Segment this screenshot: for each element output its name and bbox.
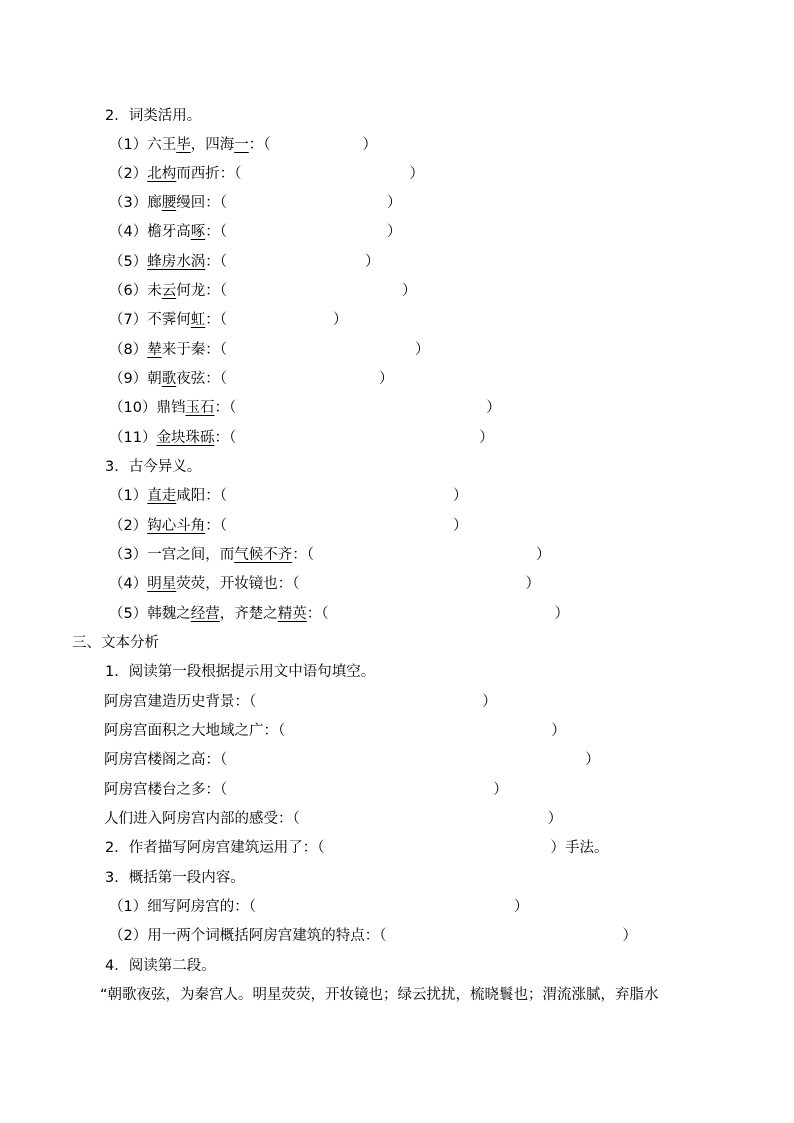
- list-item: （5）蜂房水涡：（ ）: [109, 254, 380, 270]
- question-heading: 1．阅读第一段根据提示用文中语句填空。: [105, 664, 376, 680]
- list-item: 阿房宫建造历史背景：（ ）: [104, 694, 497, 710]
- list-item: 阿房宫楼阁之高：（ ）: [104, 752, 600, 768]
- section-heading-ancient-modern: 3．古今异义。: [105, 459, 202, 475]
- list-item: （3）一宫之间，而气候不齐：（ ）: [109, 547, 551, 563]
- list-item: （6）未云何龙：（ ）: [109, 283, 417, 299]
- list-item: （8）辇来于秦：（ ）: [109, 342, 430, 358]
- list-item: （4）明星荧荧，开妆镜也：（ ）: [109, 576, 540, 592]
- list-item: （4）檐牙高啄：（ ）: [109, 224, 402, 240]
- part-heading-text-analysis: 三、文本分析: [72, 635, 159, 651]
- list-item: （3）廊腰缦回：（ ）: [109, 195, 402, 211]
- quoted-passage: “朝歌夜弦，为秦宫人。明星荧荧，开妆镜也；绿云扰扰，梳晓鬟也；渭流涨腻，弃脂水: [100, 987, 659, 1003]
- list-item: （2）北构而西折：（ ）: [109, 166, 424, 182]
- list-item: 阿房宫面积之大地域之广：（ ）: [104, 723, 566, 739]
- list-item: （1）直走咸阳：（ ）: [109, 488, 468, 504]
- list-item: （11）金块珠砾：（ ）: [109, 430, 494, 446]
- list-item: （5）韩魏之经营，齐楚之精英：（ ）: [109, 606, 569, 622]
- list-item: （2）钩心斗角：（ ）: [109, 518, 468, 534]
- question-heading: 3．概括第一段内容。: [105, 870, 245, 886]
- list-item: （9）朝歌夜弦：（ ）: [109, 371, 394, 387]
- list-item: （7）不霁何虹：（ ）: [109, 312, 348, 328]
- list-item: 人们进入阿房宫内部的感受：（ ）: [104, 811, 563, 827]
- list-item: （10）鼎铛玉石：（ ）: [109, 400, 501, 416]
- question-techniques: 2．作者描写阿房宫建筑运用了：（ ）手法。: [105, 840, 609, 856]
- question-heading: 4．阅读第二段。: [105, 958, 216, 974]
- list-item: （1）六王毕，四海一：（ ）: [109, 137, 377, 153]
- list-item: （2）用一两个词概括阿房宫建筑的特点：（ ）: [109, 928, 637, 944]
- list-item: （1）细写阿房宫的：（ ）: [109, 899, 529, 915]
- list-item: 阿房宫楼台之多：（ ）: [104, 782, 508, 798]
- section-heading-word-class: 2．词类活用。: [105, 108, 202, 124]
